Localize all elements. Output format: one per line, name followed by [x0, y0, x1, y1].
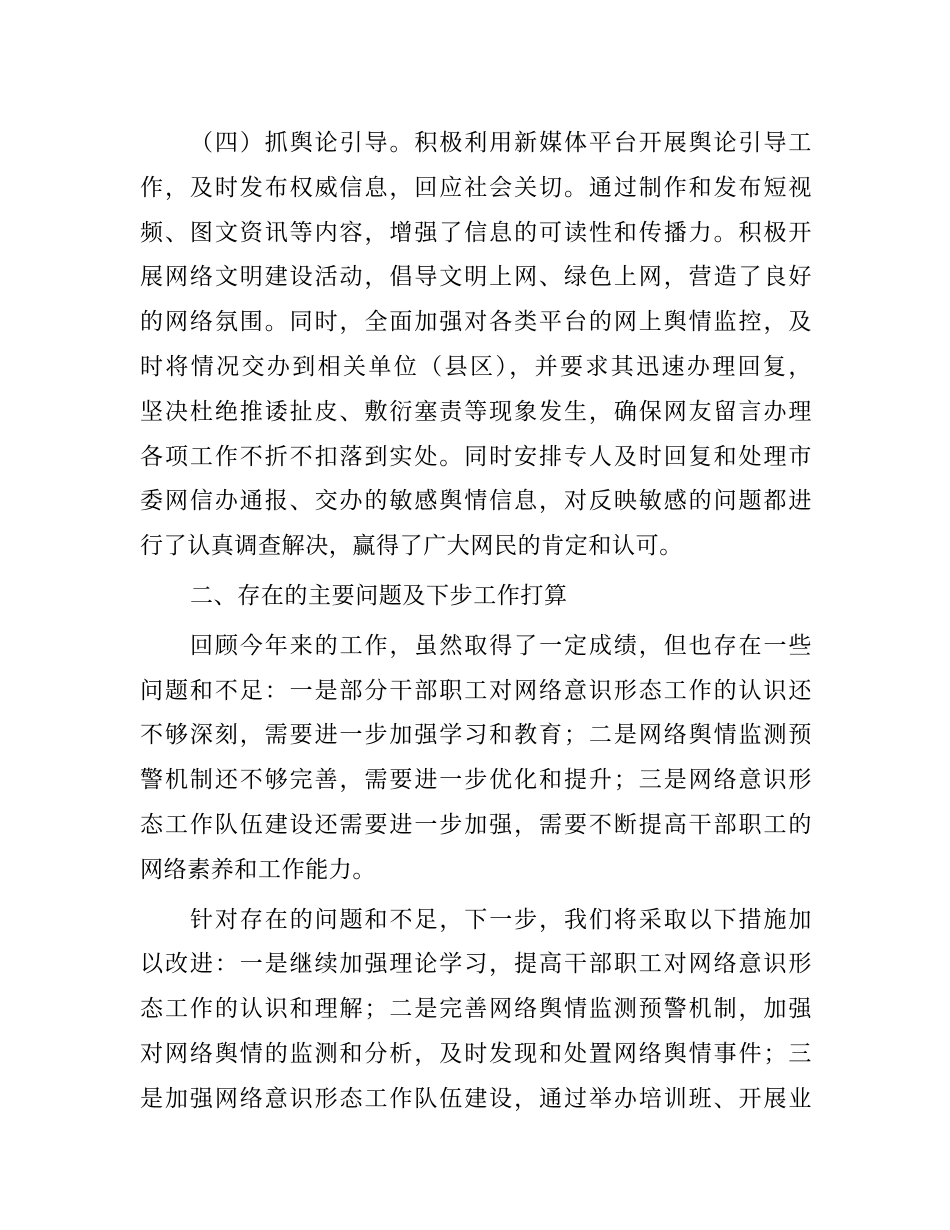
document-body [140, 121, 812, 1122]
text-line: 问题和不足：一是部分干部职工对网络意识形态工作的认识还 [140, 677, 812, 704]
text-line: 委网信办通报、交办的敏感舆情信息，对反映敏感的问题都进 [140, 488, 812, 515]
text-line: 态工作的认识和理解；二是完善网络舆情监测预警机制，加强 [140, 996, 812, 1023]
text-line: 坚决杜绝推诿扯皮、敷衍塞责等现象发生，确保网友留言办理 [140, 398, 812, 425]
text-line: 态工作队伍建设还需要进一步加强，需要不断提高干部职工的 [140, 811, 812, 838]
text-line: 针对存在的问题和不足，下一步，我们将采取以下措施加 [190, 906, 812, 933]
text-line: 各项工作不折不扣落到实处。同时安排专人及时回复和处理市 [140, 443, 812, 470]
paragraph-measures [140, 898, 812, 1122]
text-line: 的网络氛围。同时，全面加强对各类平台的网上舆情监控，及 [140, 309, 812, 336]
text-line: 是加强网络意识形态工作队伍建设，通过举办培训班、开展业 [140, 1085, 812, 1112]
section-heading-problems [140, 574, 812, 619]
text-line: 警机制还不够完善，需要进一步优化和提升；三是网络意识形 [140, 767, 812, 794]
paragraph-public-opinion [140, 121, 812, 569]
text-line: 时将情况交办到相关单位（县区），并要求其迅速办理回复， [140, 353, 812, 380]
text-line: 作，及时发布权威信息，回应社会关切。通过制作和发布短视 [140, 174, 812, 201]
text-line: 以改进：一是继续加强理论学习，提高干部职工对网络意识形 [140, 951, 812, 978]
text-line: 对网络舆情的监测和分析，及时发现和处置网络舆情事件；三 [140, 1040, 812, 1067]
text-line: 行了认真调查解决，赢得了广大网民的肯定和认可。 [140, 533, 683, 560]
text-line: 回顾今年来的工作，虽然取得了一定成绩，但也存在一些 [190, 632, 812, 659]
text-line: 网络素养和工作能力。 [140, 856, 376, 883]
text-line: 展网络文明建设活动，倡导文明上网、绿色上网，营造了良好 [140, 264, 812, 291]
section-heading: 二、存在的主要问题及下步工作打算 [190, 582, 568, 609]
text-line: （四）抓舆论引导。积极利用新媒体平台开展舆论引导工 [190, 130, 812, 156]
text-line: 频、图文资讯等内容，增强了信息的可读性和传播力。积极开 [140, 219, 812, 246]
paragraph-review [140, 624, 812, 893]
text-line: 不够深刻，需要进一步加强学习和教育；二是网络舆情监测预 [140, 722, 812, 749]
